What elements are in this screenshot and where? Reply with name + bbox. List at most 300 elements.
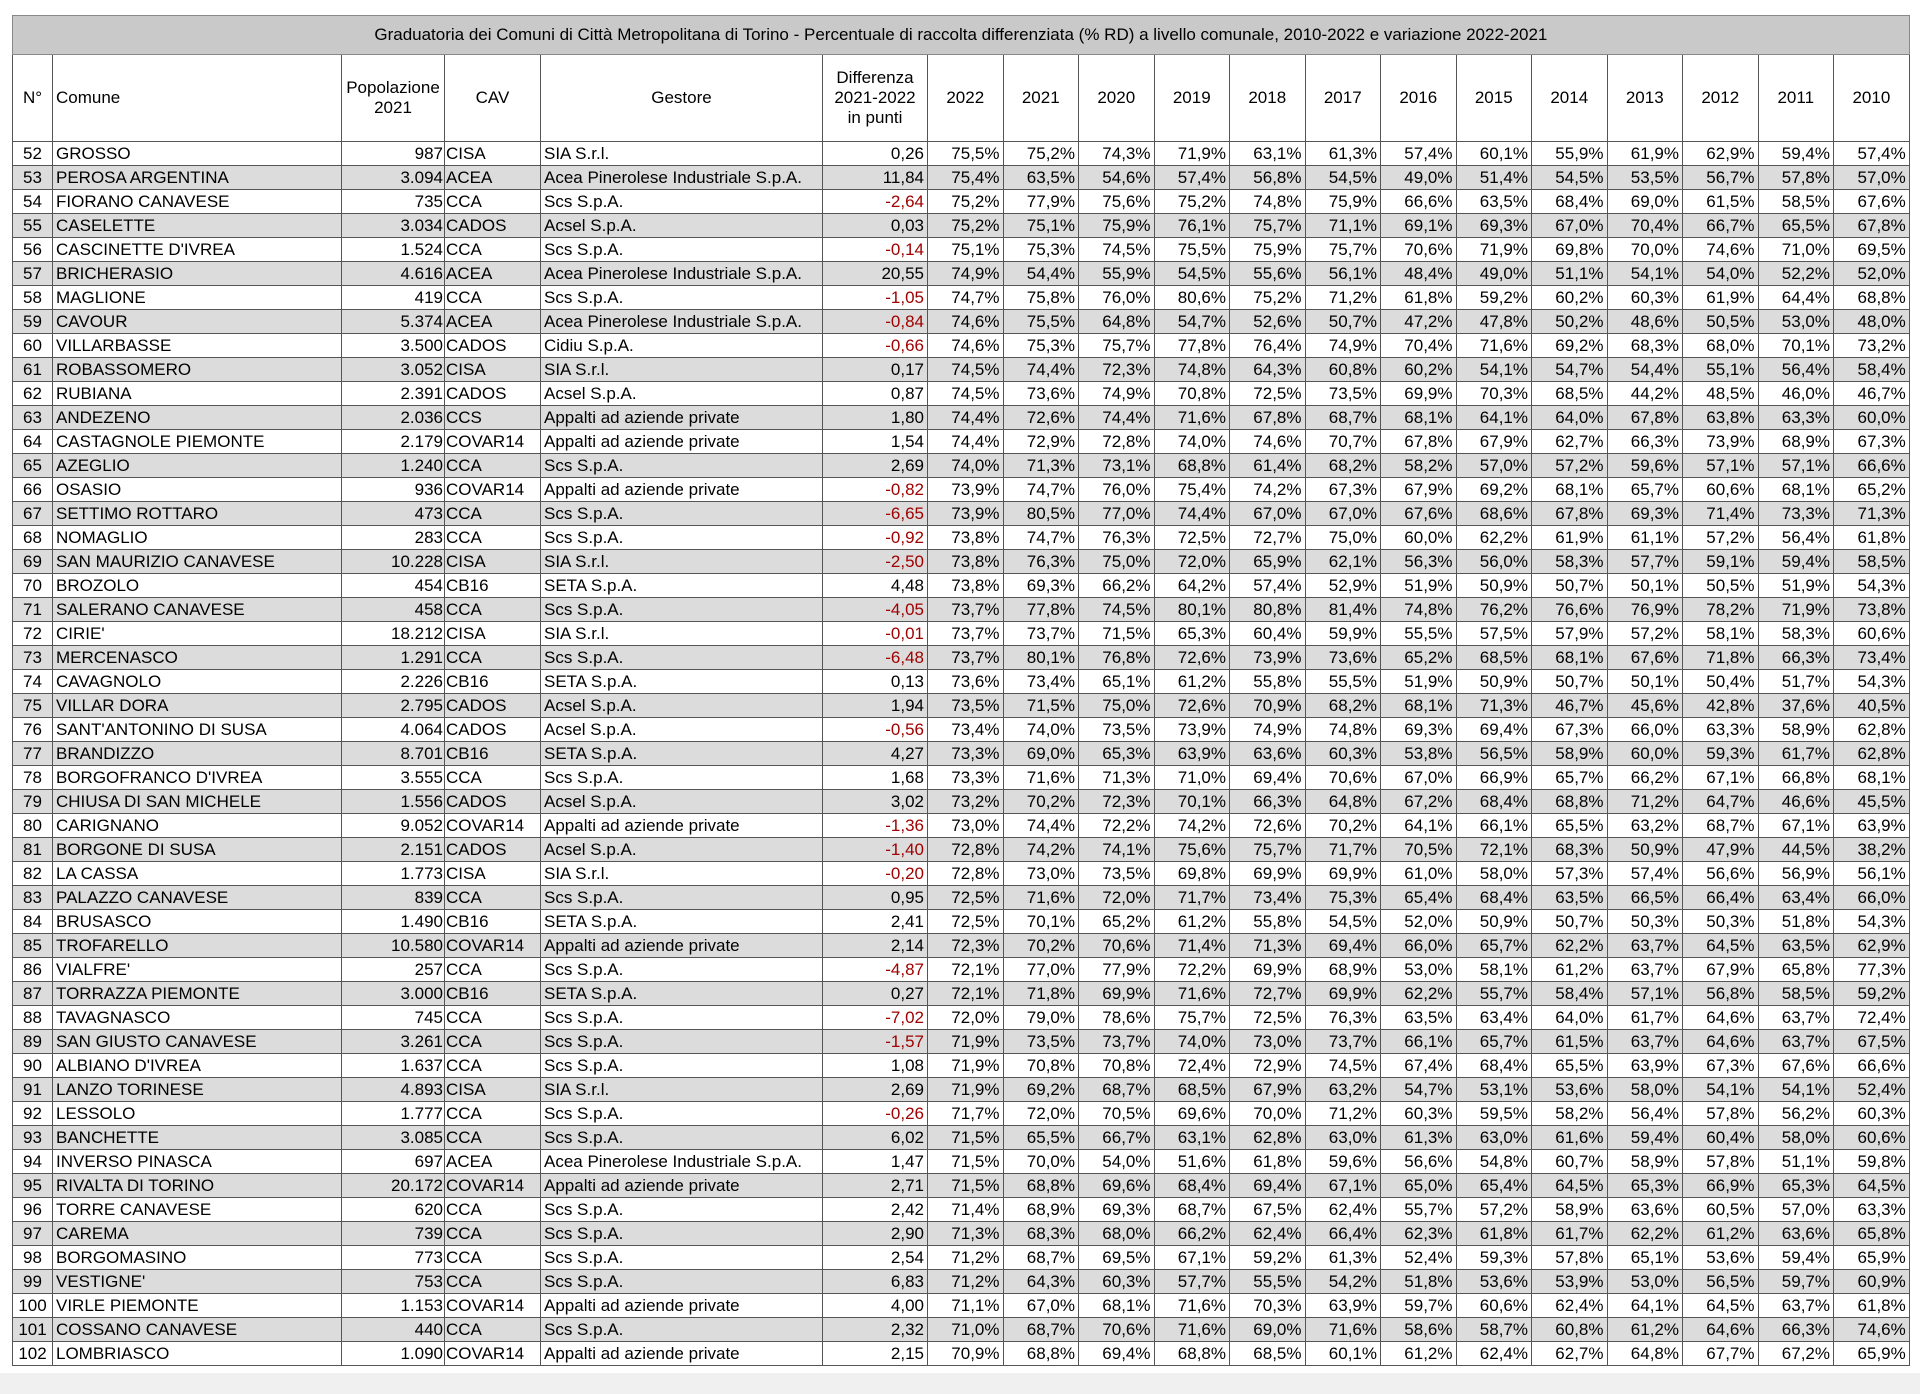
table-row (13, 1198, 1910, 1222)
rd-percent-cell: 63,9% (1154, 742, 1230, 766)
rd-percent-cell: 60,2% (1532, 286, 1608, 310)
comune-cell: VIRLE PIEMONTE (53, 1294, 342, 1318)
comune-cell: OSASIO (53, 478, 342, 502)
header-comune: Comune (53, 55, 342, 142)
cav-cell: ACEA (445, 1150, 541, 1174)
rd-percent-cell: 53,6% (1532, 1078, 1608, 1102)
rd-percent-cell: 56,4% (1607, 1102, 1683, 1126)
rd-percent-cell: 67,3% (1834, 430, 1910, 454)
rd-percent-cell: 72,7% (1230, 982, 1306, 1006)
rd-percent-cell: 65,5% (1532, 814, 1608, 838)
rd-percent-cell: 66,0% (1381, 934, 1457, 958)
rd-percent-cell: 58,9% (1758, 718, 1834, 742)
rd-percent-cell: 72,8% (928, 862, 1004, 886)
difference-cell: 2,32 (823, 1318, 928, 1342)
rd-percent-cell: 65,4% (1381, 886, 1457, 910)
difference-cell: 2,42 (823, 1198, 928, 1222)
population-cell: 745 (342, 1006, 445, 1030)
rd-percent-cell: 73,1% (1079, 454, 1155, 478)
rd-percent-cell: 59,8% (1834, 1150, 1910, 1174)
gestore-cell: SIA S.r.l. (541, 142, 823, 166)
table-row (13, 790, 1910, 814)
difference-cell: -0,56 (823, 718, 928, 742)
comune-cell: LESSOLO (53, 1102, 342, 1126)
comune-cell: TAVAGNASCO (53, 1006, 342, 1030)
gestore-cell: Scs S.p.A. (541, 526, 823, 550)
cav-cell: CISA (445, 550, 541, 574)
table-row (13, 142, 1910, 166)
rd-percent-cell: 66,0% (1607, 718, 1683, 742)
rd-percent-cell: 57,8% (1683, 1102, 1759, 1126)
rd-percent-cell: 71,9% (928, 1030, 1004, 1054)
difference-cell: 6,83 (823, 1270, 928, 1294)
header-year: 2011 (1758, 55, 1834, 142)
difference-cell: -1,05 (823, 286, 928, 310)
rd-percent-cell: 68,3% (1003, 1222, 1079, 1246)
rank-cell: 74 (13, 670, 53, 694)
rd-percent-cell: 73,8% (928, 550, 1004, 574)
difference-cell: 0,17 (823, 358, 928, 382)
rd-percent-cell: 77,8% (1154, 334, 1230, 358)
rd-percent-cell: 64,5% (1834, 1174, 1910, 1198)
rd-percent-cell: 63,7% (1758, 1006, 1834, 1030)
cav-cell: CISA (445, 1078, 541, 1102)
rd-percent-cell: 42,8% (1683, 694, 1759, 718)
rd-percent-cell: 78,6% (1079, 1006, 1155, 1030)
comune-cell: CHIUSA DI SAN MICHELE (53, 790, 342, 814)
rank-cell: 71 (13, 598, 53, 622)
gestore-cell: Acsel S.p.A. (541, 718, 823, 742)
rd-percent-cell: 58,1% (1683, 622, 1759, 646)
rd-percent-cell: 61,9% (1607, 142, 1683, 166)
rank-cell: 85 (13, 934, 53, 958)
rd-percent-cell: 74,8% (1381, 598, 1457, 622)
population-cell: 735 (342, 190, 445, 214)
comune-cell: BORGONE DI SUSA (53, 838, 342, 862)
rd-percent-cell: 63,8% (1683, 406, 1759, 430)
rank-cell: 59 (13, 310, 53, 334)
gestore-cell: SETA S.p.A. (541, 910, 823, 934)
rd-percent-cell: 63,7% (1758, 1294, 1834, 1318)
rd-percent-cell: 74,6% (928, 334, 1004, 358)
rd-percent-cell: 73,7% (928, 622, 1004, 646)
rd-percent-cell: 59,2% (1230, 1246, 1306, 1270)
rd-percent-cell: 66,9% (1456, 766, 1532, 790)
rd-percent-cell: 67,9% (1683, 958, 1759, 982)
population-cell: 257 (342, 958, 445, 982)
population-cell: 10.580 (342, 934, 445, 958)
rank-cell: 83 (13, 886, 53, 910)
comune-cell: INVERSO PINASCA (53, 1150, 342, 1174)
rd-percent-cell: 71,6% (1305, 1318, 1381, 1342)
rd-percent-cell: 71,2% (928, 1270, 1004, 1294)
comune-cell: CAVOUR (53, 310, 342, 334)
rd-percent-cell: 67,1% (1305, 1174, 1381, 1198)
rd-percent-cell: 73,9% (1230, 646, 1306, 670)
rd-percent-cell: 74,4% (1079, 406, 1155, 430)
rd-percent-cell: 72,5% (1154, 526, 1230, 550)
population-cell: 839 (342, 886, 445, 910)
rd-percent-cell: 65,8% (1758, 958, 1834, 982)
rd-percent-cell: 75,3% (1003, 238, 1079, 262)
rd-percent-cell: 74,5% (1079, 238, 1155, 262)
cav-cell: CCA (445, 286, 541, 310)
rd-percent-cell: 54,4% (1003, 262, 1079, 286)
rd-percent-cell: 68,5% (1154, 1078, 1230, 1102)
rd-percent-cell: 73,3% (1758, 502, 1834, 526)
rd-percent-cell: 44,2% (1607, 382, 1683, 406)
rd-percent-cell: 70,9% (1230, 694, 1306, 718)
rd-percent-cell: 72,8% (928, 838, 1004, 862)
rd-percent-cell: 68,2% (1305, 454, 1381, 478)
population-cell: 753 (342, 1270, 445, 1294)
rd-percent-cell: 74,4% (928, 406, 1004, 430)
rd-percent-cell: 75,7% (1079, 334, 1155, 358)
rd-percent-cell: 66,6% (1381, 190, 1457, 214)
rd-percent-cell: 63,2% (1305, 1078, 1381, 1102)
rd-percent-cell: 74,0% (1003, 718, 1079, 742)
table-row (13, 1078, 1910, 1102)
rd-percent-cell: 72,6% (1230, 814, 1306, 838)
rd-percent-cell: 66,7% (1683, 214, 1759, 238)
difference-cell: -6,48 (823, 646, 928, 670)
rd-percent-cell: 70,2% (1305, 814, 1381, 838)
rank-cell: 80 (13, 814, 53, 838)
rd-percent-cell: 70,2% (1003, 790, 1079, 814)
rd-percent-cell: 72,2% (1079, 814, 1155, 838)
rank-cell: 101 (13, 1318, 53, 1342)
cav-cell: ACEA (445, 310, 541, 334)
table-row (13, 1342, 1910, 1366)
gestore-cell: Appalti ad aziende private (541, 814, 823, 838)
rd-percent-cell: 63,5% (1456, 190, 1532, 214)
rd-percent-cell: 66,2% (1607, 766, 1683, 790)
rd-percent-cell: 73,2% (928, 790, 1004, 814)
rd-percent-cell: 75,7% (1230, 838, 1306, 862)
rd-percent-cell: 74,1% (1079, 838, 1155, 862)
cav-cell: CCA (445, 502, 541, 526)
rank-cell: 81 (13, 838, 53, 862)
rd-percent-cell: 63,0% (1456, 1126, 1532, 1150)
rd-percent-cell: 64,1% (1456, 406, 1532, 430)
rd-percent-cell: 54,7% (1532, 358, 1608, 382)
gestore-cell: SIA S.r.l. (541, 358, 823, 382)
table-row (13, 310, 1910, 334)
cav-cell: CCA (445, 1102, 541, 1126)
rd-percent-cell: 71,3% (1079, 766, 1155, 790)
rd-percent-cell: 61,2% (1154, 670, 1230, 694)
rd-percent-cell: 50,3% (1683, 910, 1759, 934)
gestore-cell: SIA S.r.l. (541, 1078, 823, 1102)
rd-percent-cell: 77,8% (1003, 598, 1079, 622)
rd-percent-cell: 69,9% (1305, 982, 1381, 1006)
difference-cell: -2,64 (823, 190, 928, 214)
rd-percent-cell: 75,5% (928, 142, 1004, 166)
rd-percent-cell: 72,1% (928, 982, 1004, 1006)
rd-percent-cell: 74,4% (1003, 358, 1079, 382)
rd-percent-cell: 67,5% (1834, 1030, 1910, 1054)
rd-percent-cell: 56,8% (1683, 982, 1759, 1006)
rd-percent-cell: 72,0% (1154, 550, 1230, 574)
population-cell: 987 (342, 142, 445, 166)
rd-percent-cell: 69,3% (1607, 502, 1683, 526)
rd-percent-cell: 71,6% (1154, 1318, 1230, 1342)
rd-percent-cell: 51,9% (1381, 574, 1457, 598)
rd-percent-cell: 71,0% (928, 1318, 1004, 1342)
rd-percent-cell: 50,1% (1607, 670, 1683, 694)
difference-cell: -1,36 (823, 814, 928, 838)
comune-cell: BANCHETTE (53, 1126, 342, 1150)
rd-percent-cell: 75,5% (1003, 310, 1079, 334)
difference-cell: 1,54 (823, 430, 928, 454)
rd-percent-cell: 63,2% (1607, 814, 1683, 838)
rd-percent-cell: 71,2% (1305, 1102, 1381, 1126)
ranking-table (12, 15, 1910, 1366)
cav-cell: CADOS (445, 790, 541, 814)
cav-cell: CADOS (445, 838, 541, 862)
population-cell: 3.261 (342, 1030, 445, 1054)
gestore-cell: Acsel S.p.A. (541, 838, 823, 862)
rd-percent-cell: 60,6% (1834, 1126, 1910, 1150)
population-cell: 454 (342, 574, 445, 598)
rd-percent-cell: 50,3% (1607, 910, 1683, 934)
gestore-cell: SIA S.r.l. (541, 550, 823, 574)
table-row (13, 406, 1910, 430)
population-cell: 1.777 (342, 1102, 445, 1126)
rd-percent-cell: 59,9% (1305, 622, 1381, 646)
rd-percent-cell: 60,3% (1381, 1102, 1457, 1126)
difference-cell: -0,82 (823, 478, 928, 502)
rd-percent-cell: 71,3% (1456, 694, 1532, 718)
rd-percent-cell: 58,0% (1456, 862, 1532, 886)
rd-percent-cell: 62,4% (1532, 1294, 1608, 1318)
population-cell: 1.291 (342, 646, 445, 670)
rd-percent-cell: 62,8% (1230, 1126, 1306, 1150)
rd-percent-cell: 60,3% (1079, 1270, 1155, 1294)
rd-percent-cell: 62,2% (1381, 982, 1457, 1006)
population-cell: 2.795 (342, 694, 445, 718)
gestore-cell: Appalti ad aziende private (541, 934, 823, 958)
difference-cell: 2,14 (823, 934, 928, 958)
rd-percent-cell: 67,3% (1305, 478, 1381, 502)
rd-percent-cell: 66,7% (1079, 1126, 1155, 1150)
gestore-cell: Scs S.p.A. (541, 1054, 823, 1078)
rd-percent-cell: 71,7% (1305, 838, 1381, 862)
comune-cell: PEROSA ARGENTINA (53, 166, 342, 190)
rd-percent-cell: 68,7% (1079, 1078, 1155, 1102)
table-row (13, 598, 1910, 622)
rd-percent-cell: 62,9% (1683, 142, 1759, 166)
rd-percent-cell: 72,0% (1079, 886, 1155, 910)
cav-cell: COVAR14 (445, 934, 541, 958)
rd-percent-cell: 72,4% (1834, 1006, 1910, 1030)
cav-cell: CCA (445, 1030, 541, 1054)
rd-percent-cell: 71,9% (928, 1078, 1004, 1102)
difference-cell: -1,40 (823, 838, 928, 862)
rd-percent-cell: 48,0% (1834, 310, 1910, 334)
gestore-cell: Scs S.p.A. (541, 454, 823, 478)
rd-percent-cell: 73,9% (1154, 718, 1230, 742)
rd-percent-cell: 63,7% (1607, 958, 1683, 982)
population-cell: 3.085 (342, 1126, 445, 1150)
rd-percent-cell: 63,1% (1230, 142, 1306, 166)
rd-percent-cell: 52,9% (1305, 574, 1381, 598)
rd-percent-cell: 65,9% (1834, 1246, 1910, 1270)
rd-percent-cell: 71,2% (1607, 790, 1683, 814)
gestore-cell: Scs S.p.A. (541, 1006, 823, 1030)
gestore-cell: Scs S.p.A. (541, 1102, 823, 1126)
rd-percent-cell: 74,9% (1305, 334, 1381, 358)
rd-percent-cell: 51,8% (1758, 910, 1834, 934)
table-row (13, 1126, 1910, 1150)
rd-percent-cell: 54,1% (1683, 1078, 1759, 1102)
rd-percent-cell: 38,2% (1834, 838, 1910, 862)
rd-percent-cell: 70,5% (1381, 838, 1457, 862)
population-cell: 739 (342, 1222, 445, 1246)
rd-percent-cell: 51,6% (1154, 1150, 1230, 1174)
rd-percent-cell: 73,7% (1079, 1030, 1155, 1054)
rd-percent-cell: 74,5% (1079, 598, 1155, 622)
difference-cell: 2,69 (823, 1078, 928, 1102)
rd-percent-cell: 68,4% (1154, 1174, 1230, 1198)
rd-percent-cell: 60,8% (1532, 1318, 1608, 1342)
comune-cell: VILLAR DORA (53, 694, 342, 718)
rd-percent-cell: 64,2% (1154, 574, 1230, 598)
table-row (13, 670, 1910, 694)
rd-percent-cell: 74,2% (1003, 838, 1079, 862)
header-year: 2022 (928, 55, 1004, 142)
rd-percent-cell: 75,9% (1230, 238, 1306, 262)
rd-percent-cell: 60,9% (1834, 1270, 1910, 1294)
rank-cell: 72 (13, 622, 53, 646)
rd-percent-cell: 59,2% (1456, 286, 1532, 310)
rd-percent-cell: 74,0% (1154, 430, 1230, 454)
rd-percent-cell: 63,6% (1607, 1198, 1683, 1222)
rd-percent-cell: 50,7% (1532, 574, 1608, 598)
gestore-cell: Scs S.p.A. (541, 1270, 823, 1294)
difference-cell: 3,02 (823, 790, 928, 814)
rank-cell: 53 (13, 166, 53, 190)
rd-percent-cell: 75,9% (1305, 190, 1381, 214)
rank-cell: 66 (13, 478, 53, 502)
rd-percent-cell: 58,4% (1532, 982, 1608, 1006)
difference-cell: -7,02 (823, 1006, 928, 1030)
cav-cell: COVAR14 (445, 1342, 541, 1366)
rd-percent-cell: 67,2% (1381, 790, 1457, 814)
rd-percent-cell: 66,1% (1456, 814, 1532, 838)
header-year: 2014 (1532, 55, 1608, 142)
rd-percent-cell: 70,3% (1230, 1294, 1306, 1318)
rd-percent-cell: 64,5% (1683, 934, 1759, 958)
cav-cell: CCA (445, 646, 541, 670)
rd-percent-cell: 54,1% (1607, 262, 1683, 286)
cav-cell: CCA (445, 886, 541, 910)
comune-cell: TORRE CANAVESE (53, 1198, 342, 1222)
rd-percent-cell: 63,4% (1758, 886, 1834, 910)
rd-percent-cell: 54,5% (1305, 166, 1381, 190)
rd-percent-cell: 60,0% (1607, 742, 1683, 766)
rd-percent-cell: 74,5% (928, 382, 1004, 406)
rd-percent-cell: 58,9% (1532, 742, 1608, 766)
rd-percent-cell: 69,4% (1230, 766, 1306, 790)
rd-percent-cell: 62,4% (1456, 1342, 1532, 1366)
gestore-cell: Scs S.p.A. (541, 190, 823, 214)
rd-percent-cell: 61,7% (1532, 1222, 1608, 1246)
rd-percent-cell: 51,4% (1456, 166, 1532, 190)
comune-cell: CASELETTE (53, 214, 342, 238)
rd-percent-cell: 57,2% (1456, 1198, 1532, 1222)
rd-percent-cell: 74,5% (928, 358, 1004, 382)
difference-cell: 4,48 (823, 574, 928, 598)
rd-percent-cell: 53,8% (1381, 742, 1457, 766)
difference-cell: 1,47 (823, 1150, 928, 1174)
rd-percent-cell: 67,8% (1607, 406, 1683, 430)
rd-percent-cell: 50,5% (1683, 574, 1759, 598)
rd-percent-cell: 63,5% (1381, 1006, 1457, 1030)
rd-percent-cell: 60,3% (1834, 1102, 1910, 1126)
table-row (13, 982, 1910, 1006)
rd-percent-cell: 75,3% (1003, 334, 1079, 358)
difference-cell: 4,27 (823, 742, 928, 766)
rd-percent-cell: 58,7% (1456, 1318, 1532, 1342)
rd-percent-cell: 61,4% (1230, 454, 1306, 478)
rd-percent-cell: 63,0% (1305, 1126, 1381, 1150)
rd-percent-cell: 61,3% (1305, 142, 1381, 166)
rank-cell: 91 (13, 1078, 53, 1102)
rd-percent-cell: 60,3% (1607, 286, 1683, 310)
rd-percent-cell: 64,3% (1003, 1270, 1079, 1294)
rd-percent-cell: 61,8% (1834, 1294, 1910, 1318)
rd-percent-cell: 67,3% (1532, 718, 1608, 742)
rd-percent-cell: 71,8% (1683, 646, 1759, 670)
rd-percent-cell: 58,5% (1758, 190, 1834, 214)
rd-percent-cell: 71,7% (1154, 886, 1230, 910)
rd-percent-cell: 64,0% (1532, 406, 1608, 430)
cav-cell: CCA (445, 1006, 541, 1030)
rd-percent-cell: 72,0% (1003, 1102, 1079, 1126)
gestore-cell: Scs S.p.A. (541, 1198, 823, 1222)
rd-percent-cell: 66,4% (1683, 886, 1759, 910)
difference-cell: 6,02 (823, 1126, 928, 1150)
rd-percent-cell: 61,2% (1154, 910, 1230, 934)
rank-cell: 62 (13, 382, 53, 406)
rd-percent-cell: 69,9% (1230, 862, 1306, 886)
rd-percent-cell: 54,0% (1683, 262, 1759, 286)
rd-percent-cell: 55,5% (1305, 670, 1381, 694)
rd-percent-cell: 75,0% (1079, 550, 1155, 574)
population-cell: 3.034 (342, 214, 445, 238)
table-row (13, 1318, 1910, 1342)
rd-percent-cell: 48,6% (1607, 310, 1683, 334)
cav-cell: CCA (445, 766, 541, 790)
rd-percent-cell: 69,9% (1381, 382, 1457, 406)
rd-percent-cell: 64,6% (1683, 1030, 1759, 1054)
difference-cell: 2,69 (823, 454, 928, 478)
rd-percent-cell: 70,8% (1154, 382, 1230, 406)
rd-percent-cell: 63,7% (1607, 1030, 1683, 1054)
rd-percent-cell: 69,4% (1079, 1342, 1155, 1366)
rd-percent-cell: 69,4% (1456, 718, 1532, 742)
comune-cell: CASCINETTE D'IVREA (53, 238, 342, 262)
rd-percent-cell: 54,3% (1834, 670, 1910, 694)
rd-percent-cell: 68,8% (1154, 454, 1230, 478)
rd-percent-cell: 66,9% (1683, 1174, 1759, 1198)
gestore-cell: SETA S.p.A. (541, 574, 823, 598)
rd-percent-cell: 76,1% (1154, 214, 1230, 238)
rd-percent-cell: 69,9% (1230, 958, 1306, 982)
rd-percent-cell: 56,6% (1381, 1150, 1457, 1174)
rd-percent-cell: 58,0% (1758, 1126, 1834, 1150)
